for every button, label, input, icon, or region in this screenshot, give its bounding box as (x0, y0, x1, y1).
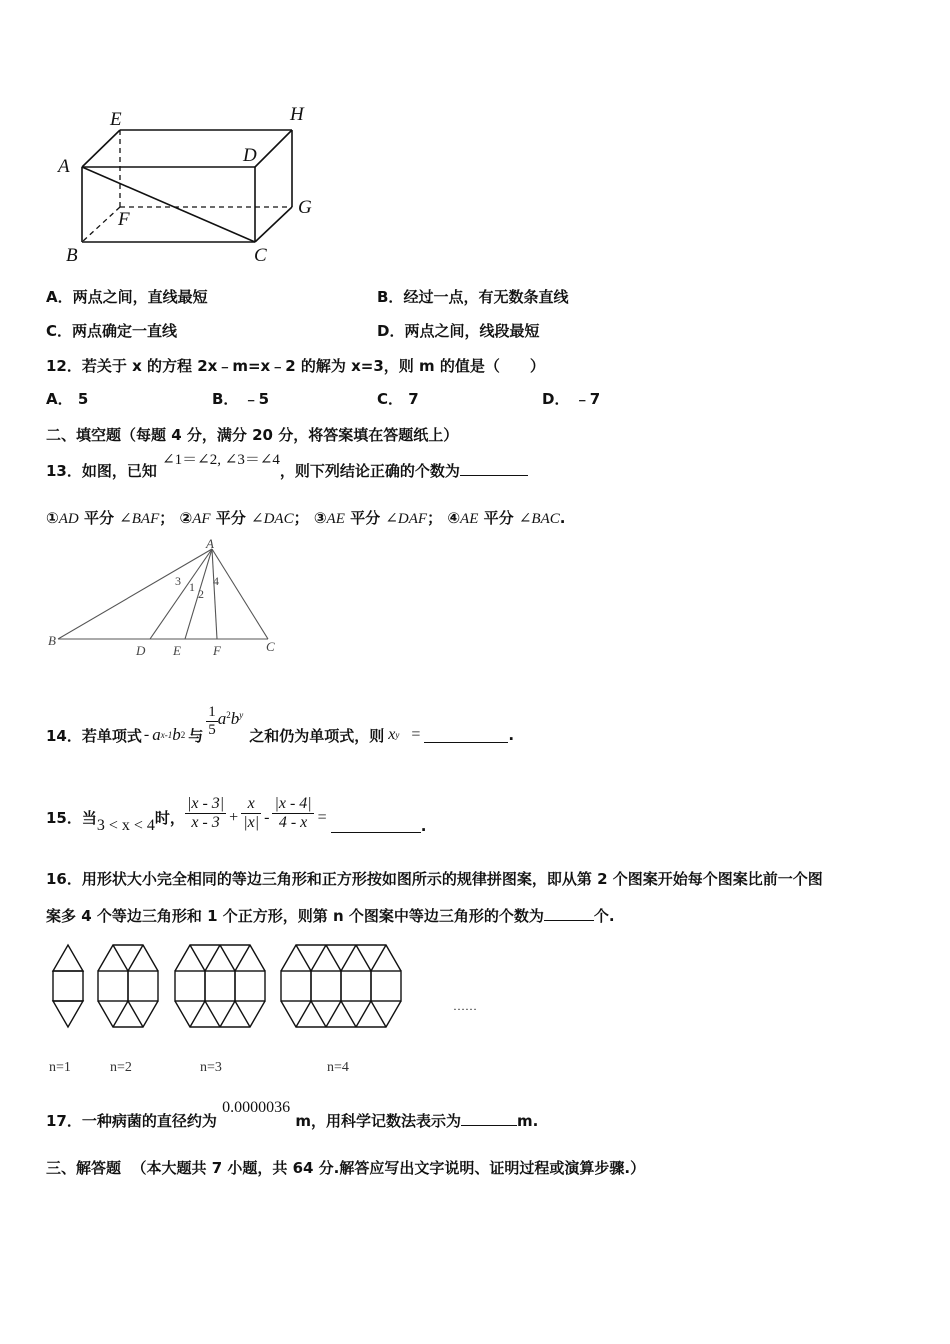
q17-stem: 17．一种病菌的直径约为 0.0000036 m，用科学记数法表示为 m. (46, 1099, 539, 1130)
q14-stem: 14．若单项式 - a x-1 b 2 与 $\frac{1}{5}$ $a^2b^y$ 之和仍为单项式，则 x y = . (46, 703, 515, 745)
label-H: H (290, 104, 304, 125)
label-F: F (118, 209, 130, 230)
tri-angle-2: 2 (198, 587, 204, 601)
tri-angle-3: 3 (175, 574, 181, 588)
q12-option-c: C． 7 (377, 390, 419, 408)
q11-option-d: D．两点之间，线段最短 (377, 322, 540, 340)
q12-option-d: D． ﹣7 (542, 390, 601, 408)
q15-stem: 15．当 3 < x < 4 时， $\frac{|x - 3|}{x - 3}$ + $\frac{x}{|x|}$ - $\frac{|x - 4|}{4 - x}$ = . (46, 795, 427, 835)
tri-label-F: F (213, 643, 221, 658)
q12-option-b: B． ﹣5 (212, 390, 270, 408)
q16-line1: 16．用形状大小完全相同的等边三角形和正方形按如图所示的规律拼图案，即从第 2 个图案开始每个图案比前一个图 (46, 870, 823, 888)
tri-label-A: A (206, 536, 214, 551)
pattern-label-n3: n=3 (200, 1060, 222, 1075)
label-B: B (66, 245, 78, 266)
q11-option-b: B．经过一点，有无数条直线 (377, 288, 569, 306)
q16-line2: 案多 4 个等边三角形和 1 个正方形，则第 n 个图案中等边三角形的个数为 个. (46, 907, 615, 925)
tri-angle-4: 4 (213, 574, 219, 588)
q14-answer-blank[interactable] (424, 728, 508, 743)
q14-fraction: $\frac{1}{5}$ (208, 703, 216, 738)
pattern-n4 (281, 945, 401, 1027)
pattern-n1 (53, 945, 83, 1027)
box-figure (40, 95, 340, 270)
label-D: D (243, 145, 257, 166)
pattern-n3 (175, 945, 265, 1027)
pattern-label-n1: n=1 (49, 1060, 71, 1075)
tri-label-B: B (48, 633, 56, 648)
pattern-dots: …… (453, 999, 477, 1013)
q13-condition: ∠1＝∠2, ∠3＝∠4 (162, 452, 280, 468)
q11-option-c: C．两点确定一直线 (46, 322, 178, 340)
section-2-heading: 二、填空题（每题 4 分，满分 20 分，将答案填在答题纸上） (46, 426, 459, 444)
section-3-heading: 三、解答题 （本大题共 7 小题，共 64 分.解答应写出文字说明、证明过程或演算步骤.） (46, 1159, 646, 1177)
label-C: C (254, 245, 267, 266)
tri-label-E: E (173, 643, 181, 658)
q15-answer-blank[interactable] (331, 818, 421, 833)
label-G: G (298, 197, 312, 218)
pattern-figures (40, 935, 500, 1080)
label-A: A (58, 156, 70, 177)
tri-angle-1: 1 (189, 580, 195, 594)
q13-stem: 13．如图，已知 ∠1＝∠2, ∠3＝∠4，则下列结论正确的个数为 (46, 460, 528, 481)
q17-value: 0.0000036 (222, 1099, 291, 1116)
label-E: E (110, 109, 122, 130)
q17-answer-blank[interactable] (461, 1111, 517, 1126)
triangle-figure (40, 535, 290, 660)
q12-option-a: A． 5 (46, 390, 89, 408)
q16-answer-blank[interactable] (544, 906, 594, 921)
q13-conclusions: ①AD 平分 ∠BAF； ②AF 平分 ∠DAC； ③AE 平分 ∠DAF； ④AE 平分 ∠BAC. (46, 509, 566, 527)
q11-option-a: A．两点之间，直线最短 (46, 288, 208, 306)
pattern-label-n4: n=4 (327, 1060, 349, 1075)
q13-answer-blank[interactable] (460, 461, 528, 476)
pattern-n2 (98, 945, 158, 1027)
tri-label-D: D (136, 643, 146, 658)
q12-stem: 12．若关于 x 的方程 2x﹣m=x﹣2 的解为 x=3，则 m 的值是（ ） (46, 357, 545, 375)
pattern-label-n2: n=2 (110, 1060, 132, 1075)
tri-label-C: C (266, 639, 275, 654)
q15-range: 3 < x < 4 (96, 816, 155, 834)
